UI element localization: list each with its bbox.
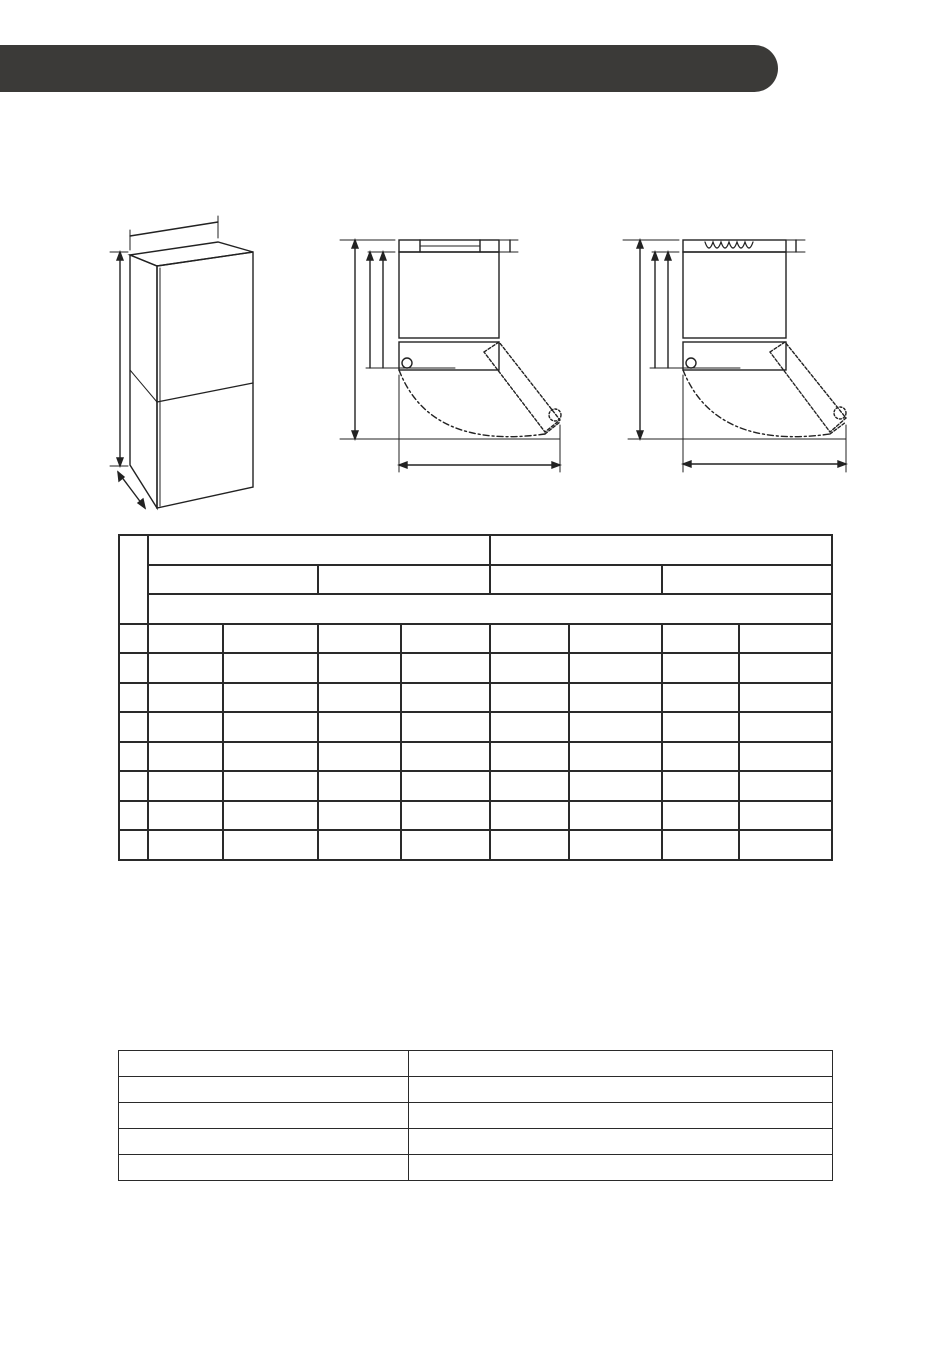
table-cell bbox=[318, 653, 401, 683]
table-cell bbox=[401, 712, 490, 742]
table-cell bbox=[401, 683, 490, 713]
table-row bbox=[119, 801, 832, 831]
table-cell bbox=[223, 683, 319, 713]
table-cell bbox=[662, 771, 739, 801]
table-cell bbox=[148, 801, 223, 831]
table-cell bbox=[739, 771, 832, 801]
table-cell bbox=[490, 712, 569, 742]
table-cell bbox=[662, 653, 739, 683]
spec-row bbox=[119, 1103, 833, 1129]
table-cell bbox=[223, 771, 319, 801]
spec-row bbox=[119, 1155, 833, 1181]
table-cell bbox=[119, 771, 148, 801]
table-cell bbox=[148, 771, 223, 801]
table-cell bbox=[401, 653, 490, 683]
unit-cell bbox=[148, 594, 832, 624]
spec-value-cell bbox=[408, 1051, 832, 1077]
table-cell bbox=[401, 771, 490, 801]
table-cell bbox=[318, 801, 401, 831]
table-row bbox=[119, 771, 832, 801]
table-cell bbox=[401, 830, 490, 860]
table-cell bbox=[739, 712, 832, 742]
table-cell bbox=[119, 712, 148, 742]
section-header-bar bbox=[0, 45, 778, 92]
table-cell bbox=[119, 624, 148, 654]
table-cell bbox=[490, 653, 569, 683]
table-cell bbox=[148, 624, 223, 654]
table-cell bbox=[490, 771, 569, 801]
table-cell bbox=[148, 742, 223, 772]
table-cell bbox=[119, 830, 148, 860]
table-cell bbox=[318, 683, 401, 713]
table-cell bbox=[662, 624, 739, 654]
table-cell bbox=[318, 830, 401, 860]
table-cell bbox=[490, 683, 569, 713]
table-cell bbox=[223, 712, 319, 742]
table-row bbox=[119, 653, 832, 683]
table-header-row bbox=[119, 535, 832, 565]
table-cell bbox=[739, 742, 832, 772]
table-cell bbox=[318, 712, 401, 742]
table-cell bbox=[119, 653, 148, 683]
table-cell bbox=[490, 801, 569, 831]
table-cell bbox=[119, 801, 148, 831]
spec-row bbox=[119, 1129, 833, 1155]
refrigerator-side-view-icon bbox=[340, 240, 561, 472]
table-cell bbox=[490, 624, 569, 654]
table-cell bbox=[569, 683, 663, 713]
table-row bbox=[119, 742, 832, 772]
spec-value-cell bbox=[408, 1155, 832, 1181]
spec-row bbox=[119, 1077, 833, 1103]
table-cell bbox=[119, 683, 148, 713]
table-cell bbox=[318, 742, 401, 772]
table-cell bbox=[148, 683, 223, 713]
table-row bbox=[119, 830, 832, 860]
table-cell bbox=[490, 742, 569, 772]
spec-table-body bbox=[119, 1051, 833, 1181]
table-cell bbox=[148, 830, 223, 860]
table-cell bbox=[148, 712, 223, 742]
table-cell bbox=[490, 830, 569, 860]
dimension-drawings-svg bbox=[0, 200, 950, 530]
subheader-cell bbox=[490, 565, 663, 595]
spec-label-cell bbox=[119, 1077, 409, 1103]
refrigerator-perspective-icon bbox=[110, 216, 253, 508]
spec-label-cell bbox=[119, 1103, 409, 1129]
table-cell bbox=[739, 683, 832, 713]
table-cell bbox=[401, 801, 490, 831]
table-cell bbox=[662, 683, 739, 713]
table-cell bbox=[223, 830, 319, 860]
header-group-cell bbox=[148, 535, 490, 565]
dimensions-table bbox=[118, 534, 833, 861]
spec-value-cell bbox=[408, 1103, 832, 1129]
table-cell bbox=[739, 624, 832, 654]
table-cell bbox=[223, 801, 319, 831]
table-cell bbox=[401, 742, 490, 772]
table-cell bbox=[739, 830, 832, 860]
spec-label-cell bbox=[119, 1051, 409, 1077]
table-cell bbox=[739, 653, 832, 683]
subheader-cell bbox=[318, 565, 490, 595]
table-cell bbox=[739, 801, 832, 831]
table-cell bbox=[662, 742, 739, 772]
refrigerator-side-view-recessed-icon bbox=[623, 240, 846, 472]
table-cell bbox=[569, 742, 663, 772]
table-row bbox=[119, 712, 832, 742]
spec-row bbox=[119, 1051, 833, 1077]
table-cell bbox=[119, 742, 148, 772]
table-subheader-row bbox=[119, 565, 832, 595]
table-cell bbox=[318, 624, 401, 654]
table-cell bbox=[318, 771, 401, 801]
table-cell bbox=[223, 742, 319, 772]
table-cell bbox=[223, 653, 319, 683]
table-cell bbox=[223, 624, 319, 654]
dimension-drawings bbox=[0, 200, 950, 530]
spec-value-cell bbox=[408, 1129, 832, 1155]
subheader-cell bbox=[662, 565, 832, 595]
table-cell bbox=[662, 801, 739, 831]
table-cell bbox=[401, 624, 490, 654]
table-cell bbox=[569, 771, 663, 801]
spec-value-cell bbox=[408, 1077, 832, 1103]
table-cell bbox=[569, 712, 663, 742]
table-cell bbox=[662, 712, 739, 742]
table-row bbox=[119, 624, 832, 654]
table-row bbox=[119, 683, 832, 713]
table-cell bbox=[148, 653, 223, 683]
subheader-cell bbox=[148, 565, 319, 595]
spec-label-cell bbox=[119, 1155, 409, 1181]
table-cell bbox=[569, 653, 663, 683]
row-label-header-cell bbox=[119, 535, 148, 624]
spec-table bbox=[118, 1050, 833, 1181]
spec-label-cell bbox=[119, 1129, 409, 1155]
table-cell bbox=[569, 801, 663, 831]
dimensions-table-body bbox=[119, 624, 832, 860]
table-cell bbox=[662, 830, 739, 860]
table-cell bbox=[569, 830, 663, 860]
table-cell bbox=[569, 624, 663, 654]
header-group-cell bbox=[490, 535, 832, 565]
table-unit-row bbox=[119, 594, 832, 624]
